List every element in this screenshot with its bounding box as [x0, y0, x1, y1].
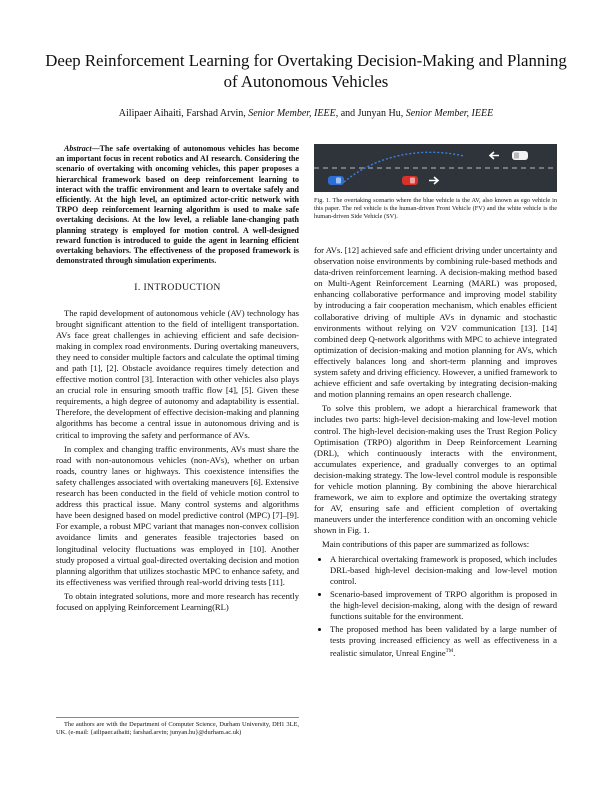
author-line: [40, 108, 572, 119]
footnote-text: The authors are with the Department of Computer Science, Durham University, DH1 3LE, UK. (e-mail: {ailipaer.aihaiti; farshad.arvin; junyan.hu}@durham.ac.uk): [56, 721, 299, 736]
intro-paragraph-3: To obtain integrated solutions, more and more research has recently focused on applying Reinforcement Learning(RL): [56, 590, 299, 612]
paper-title: Deep Reinforcement Learning for Overtaking Decision-Making and Planning of Autonomous Vehicles: [45, 51, 567, 91]
right-paragraph-1: for AVs. [12] achieved safe and efficient driving under uncertainty and observation noise environments by combining rule-based methods and data-driven reinforcement learning. A decision-making method based on Multi-Agent Reinforcement Learning (MARL) was proposed, enhancing collaborative performance and improving model stability by introducing a fair cooperation mechanism, which enables efficient collaborative driving of multiple AVs in dynamic and stochastic environments without relying on V2V communication [13]. [14] combined deep Q-network algorithms with MPC to achieve integrated optimization of decision-making and motion planning for AVs, which effectively balances long and short-term planning and improves system safety and driving efficiency. However, a unified framework to achieve efficient and safe overtaking by integrating decision-making and motion planning remains an open research challenge.: [314, 245, 557, 400]
abstract: [56, 144, 299, 266]
intro-paragraph-1: The rapid development of autonomous vehicle (AV) technology has brought significant attention to the field of intelligent transportation. AVs face great challenges in achieving efficient and safe decision-making in complex road environments. During overtaking maneuvers, they need to consider multiple factors and calculate the optimal timing and path [1], [2]. Obstacle avoidance requires timely detection and effective motion control [3]. Interaction with other vehicles also plays an crucial role in ensuring smooth traffic flow [4], [5]. Given these requirements, a high degree of autonomy and adaptability is essential. Therefore, the development of effective decision-making and planning algorithms has become a central issue in autonomous driving and is critical to improving the safety and performance of AVs.: [56, 307, 299, 440]
intro-paragraph-2: In complex and changing traffic environments, AVs must share the road with non-autonomous vehicles (non-AVs), whether on urban roads, country lanes or highways. This coexistence intensifies the safety challenges associated with overtaking maneuvers [6]. Extensive research has been conducted in the field of vehicle motion control to address this practical issue. Many control systems and algorithms have been designed based on model predictive control (MPC) [7]–[9]. For example, a robust MPC variant that manages non-convex collision avoidance limits and generates feasible trajectories based on longitudinal velocity fluctuations was employed in [10]. Another study proposed a virtual goal-directed overtaking decision and motion planning algorithm that utilizes stochastic MPC to enhance safety, and its effectiveness was verified through real-world driving tests [11].: [56, 443, 299, 587]
abstract-label: Abstract: [64, 144, 92, 153]
overtaking-scenario-figure: [314, 144, 557, 192]
author-role-1: Senior Member, IEEE: [248, 108, 336, 119]
list-item: • The proposed method has been validated by a large number of tests proving increased efficiency as well as effectiveness in a realistic simulator, Unreal Engine™.: [330, 624, 557, 659]
list-item: • Scenario-based improvement of TRPO algorithm is proposed in the high-level decision-making, along with the design of reward functions suitable for the environment.: [330, 589, 557, 622]
list-item-text: The proposed method has been validated by a large number of tests proving increased efficiency as well as effectiveness in a realistic simulator, Unreal Engine: [330, 624, 557, 659]
author-role-2: Senior Member, IEEE: [405, 108, 494, 119]
abstract-text: —The safe overtaking of autonomous vehicles has become an important focus in recent robotics and AI research. Considering the scenario of overtaking with oncoming vehicles, this paper proposes a hierarchical framework based on deep reinforcement learning to interact with the traffic environment and learn to overtake safely and efficiently. At the high level, an optimized actor-critic network with TRPO deep reinforcement learning algorithm is used to make safe overtaking decisions. At the low level, a reliable lane-changing path planning strategy is employed for motion control. A well-designed reward function is introduced to guide the agent in learning efficient overtaking behaviors. The effectiveness of the proposed framework is demonstrated through simulation experiments.: [56, 144, 299, 266]
author-names-2: , and Junyan Hu,: [335, 108, 406, 119]
contributions-list: [314, 554, 557, 660]
author-footnote: [56, 717, 299, 737]
section-heading-introduction: I. INTRODUCTION: [134, 282, 221, 294]
figure-caption: Fig. 1. The overtaking scenario where the blue vehicle is the AV, also known as ego vehicle in this paper. The red vehicle is the human-driven Front Vehicle (FV) and the white vehicle is the human-driven Side Vehicle (SV).: [314, 197, 557, 220]
right-paragraph-3: Main contributions of this paper are summarized as follows:: [322, 539, 530, 550]
front-vehicle-icon: [402, 176, 418, 185]
ego-vehicle-icon: [328, 176, 344, 185]
author-names-1: Ailipaer Aihaiti, Farshad Arvin,: [118, 108, 249, 119]
list-item: • A hierarchical overtaking framework is proposed, which includes DRL-based high-level decision-making and low-level motion control.: [330, 554, 557, 587]
trademark-sup: TM: [445, 649, 454, 655]
scenario-illustration: [314, 144, 557, 192]
right-paragraph-2: To solve this problem, we adopt a hierarchical framework that includes two parts: high-level decision-making and low-level motion control. The high-level decision-making uses the Trust Region Policy Optimisation (TRPO) algorithm in Deep Reinforcement Learning (DRL), which continuously interacts with the environment, accumulates experience, and gradually converges to an optimal decision-making strategy. The low-level control module is responsible for vehicle motion planning. By combining the above hierarchical framework, we aim to explore and optimize the overtaking strategy for AV, ensuring safe and efficient completion of overtaking maneuvers under the interference condition with an oncoming vehicle shown in Fig. 1.: [314, 403, 557, 536]
side-vehicle-icon: [512, 151, 528, 160]
right-column: [314, 245, 557, 661]
left-column: [56, 144, 299, 616]
